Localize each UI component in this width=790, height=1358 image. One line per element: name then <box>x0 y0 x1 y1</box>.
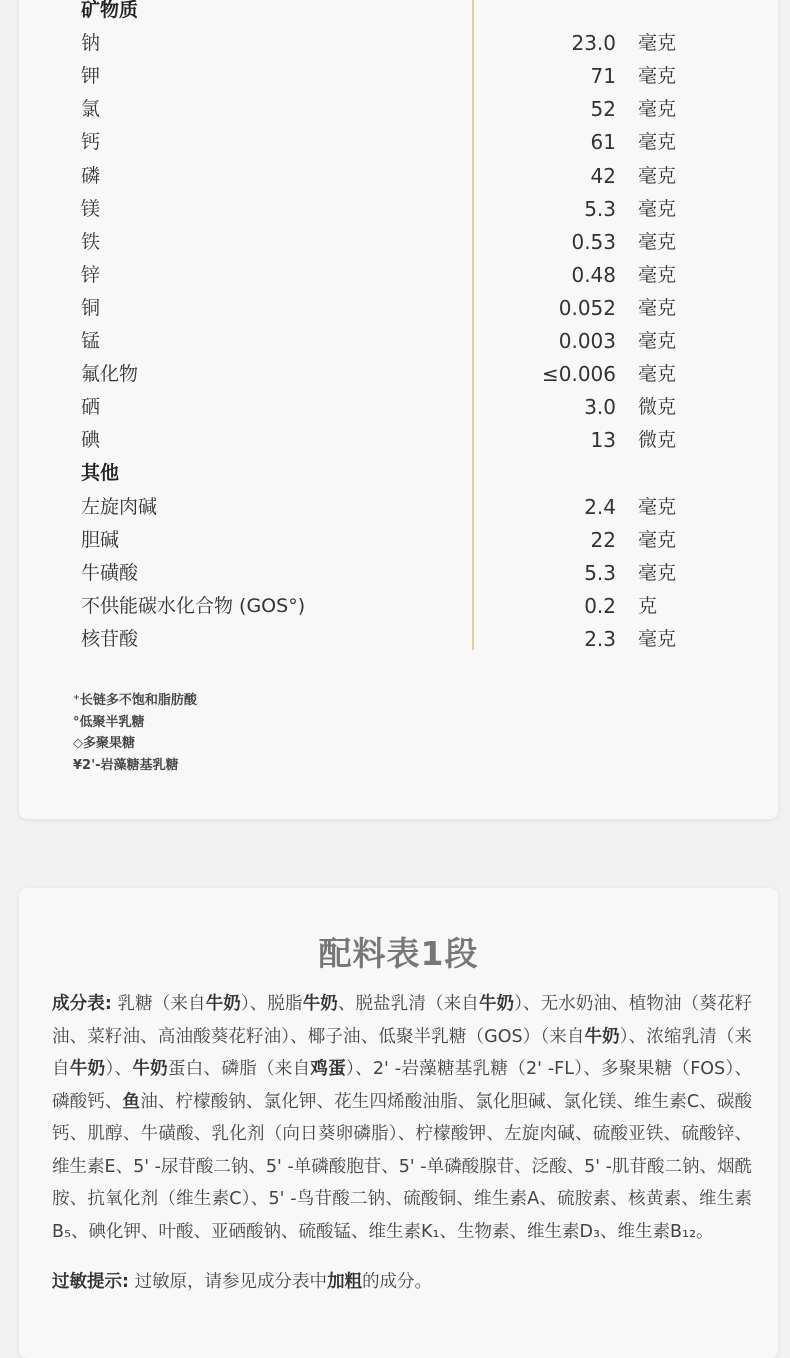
bold-segment: 牛奶 <box>205 994 241 1014</box>
footnote: ¥2'-岩藻糖基乳糖 <box>73 757 179 773</box>
footnotes <box>73 690 197 776</box>
nutrient-name: 牛磺酸 <box>81 561 139 584</box>
nutrient-name: 铜 <box>81 296 101 319</box>
text-segment: 、脱盐乳清（来自 <box>337 994 479 1014</box>
nutrient-unit: 克 <box>638 594 658 617</box>
allergy-notice <box>52 1266 752 1298</box>
section-heading-row <box>19 0 778 27</box>
nutrient-row <box>19 424 778 457</box>
nutrient-unit: 毫克 <box>638 330 677 352</box>
bold-segment: 牛奶 <box>302 994 338 1014</box>
nutrient-value: 2.4 <box>584 494 616 519</box>
nutrient-row <box>19 27 778 60</box>
nutrient-name: 氯 <box>81 98 101 121</box>
text-segment: 乳糖（来自 <box>111 994 206 1014</box>
bold-segment: 加粗 <box>327 1272 363 1292</box>
nutrient-row <box>19 524 778 557</box>
nutrient-row <box>19 557 778 590</box>
nutrient-name: 锰 <box>81 330 101 352</box>
nutrient-unit: 毫克 <box>638 131 677 154</box>
footnote: ◇多聚果糖 <box>73 736 135 751</box>
nutrient-unit: 毫克 <box>638 197 677 220</box>
nutrient-value: 13 <box>590 428 616 453</box>
nutrient-unit: 毫克 <box>638 98 677 121</box>
nutrient-unit: 毫克 <box>638 263 677 286</box>
nutrient-row <box>19 160 778 193</box>
footnote: ⁺长链多不饱和脂肪酸 <box>73 693 197 708</box>
nutrient-value: 0.003 <box>558 329 616 353</box>
nutrient-unit: 毫克 <box>638 627 677 650</box>
nutrient-name: 氟化物 <box>81 363 139 386</box>
nutrient-unit: 毫克 <box>638 495 677 518</box>
nutrient-value: 71 <box>590 64 616 89</box>
text-segment: ）、脱脂 <box>240 994 303 1014</box>
nutrient-name: 磷 <box>81 164 101 187</box>
nutrient-value: 42 <box>590 163 616 188</box>
nutrient-value: 5.3 <box>584 560 616 585</box>
nutrient-value: 3.0 <box>584 395 616 420</box>
nutrient-value: 0.052 <box>558 295 616 320</box>
nutrient-name: 胆碱 <box>81 528 120 551</box>
nutrient-row <box>19 126 778 159</box>
nutrient-row <box>19 193 778 226</box>
section-heading: 矿物质 <box>81 0 139 21</box>
nutrient-unit: 毫克 <box>638 528 677 551</box>
nutrient-value: 0.48 <box>571 262 616 287</box>
nutrient-row <box>19 325 778 358</box>
footnote: °低聚半乳糖 <box>73 714 145 730</box>
nutrient-row <box>19 491 778 524</box>
text-segment: ）、 <box>105 1059 133 1079</box>
nutrient-value: 61 <box>590 130 616 155</box>
nutrient-unit: 毫克 <box>638 164 677 187</box>
nutrient-row <box>19 623 778 656</box>
bold-segment: 过敏提示: <box>52 1272 129 1292</box>
nutrient-value: 5.3 <box>584 196 616 221</box>
ingredients-title: 配料表1段 <box>318 934 479 973</box>
nutrient-name: 镁 <box>81 197 101 220</box>
nutrient-value: 22 <box>590 527 616 552</box>
nutrient-row <box>19 358 778 391</box>
nutrient-name: 碘 <box>81 429 101 452</box>
nutrient-value: 0.53 <box>571 229 616 254</box>
nutrient-value: ≤0.006 <box>541 362 616 387</box>
nutrient-name: 钙 <box>81 131 101 154</box>
bold-segment: 牛奶 <box>584 1026 620 1047</box>
nutrient-unit: 微克 <box>638 429 677 452</box>
ingredients-card <box>19 888 778 1358</box>
nutrient-row <box>19 226 778 259</box>
bold-segment: 成分表: <box>52 994 112 1014</box>
text-segment: ）、无水奶油、植物油（葵花籽油、菜籽油、高油酸葵花籽油）、椰子油、低聚半乳糖（GOS）（来自 <box>52 994 753 1047</box>
nutrient-name: 硒 <box>81 396 101 419</box>
nutrient-unit: 毫克 <box>638 65 677 88</box>
bold-segment: 牛奶 <box>132 1059 168 1079</box>
bold-segment: 鸡蛋 <box>310 1059 347 1079</box>
nutrient-name: 锌 <box>81 263 101 286</box>
nutrient-name: 钠 <box>81 32 101 55</box>
nutrient-value: 23.0 <box>571 31 616 56</box>
nutrient-unit: 毫克 <box>638 363 677 386</box>
nutrient-value: 0.2 <box>584 593 616 618</box>
text-segment: 过敏原，请参见成分表中 <box>129 1272 328 1292</box>
nutrient-row <box>19 259 778 292</box>
text-segment: 蛋白、磷脂（来自 <box>167 1059 311 1079</box>
ingredients-text <box>52 988 752 1248</box>
text-segment: 的成分。 <box>362 1272 433 1292</box>
nutrient-row <box>19 590 778 623</box>
nutrient-unit: 毫克 <box>638 561 677 584</box>
nutrient-value: 2.3 <box>584 626 616 651</box>
nutrient-name: 铁 <box>81 230 101 253</box>
nutrient-unit: 毫克 <box>638 230 677 253</box>
bold-segment: 牛奶 <box>69 1059 106 1079</box>
nutrient-name: 左旋肉碱 <box>81 495 158 518</box>
section-heading-row <box>19 457 778 490</box>
nutrient-row <box>19 93 778 126</box>
nutrient-unit: 微克 <box>638 396 677 419</box>
nutrition-table-card <box>19 0 778 819</box>
bold-segment: 鱼 <box>122 1091 141 1112</box>
nutrient-row <box>19 60 778 93</box>
nutrient-row <box>19 391 778 424</box>
nutrient-name: 核苷酸 <box>81 627 139 650</box>
nutrient-row <box>19 292 778 325</box>
nutrient-value: 52 <box>590 97 616 122</box>
nutrient-unit: 毫克 <box>638 32 677 55</box>
nutrient-name: 不供能碳水化合物 (GOS°) <box>81 594 306 617</box>
bold-segment: 牛奶 <box>478 994 515 1014</box>
text-segment: ）、浓缩乳清（来自 <box>52 1026 752 1079</box>
section-heading: 其他 <box>81 462 120 485</box>
text-segment: 油、柠檬酸钠、氯化钾、花生四烯酸油脂、氯化胆碱、氯化镁、维生素C、碳酸钙、肌醇、牛磺酸、乳化剂（向日葵卵磷脂）、柠檬酸钾、左旋肉碱、硫酸亚铁、硫酸锌、维生素E、5' -尿苷酸二钠、5' -单磷酸胞苷、5' -单磷酸腺苷、泛酸、5' -肌苷酸二钠、烟酰胺、抗氧化剂（维生素C）、5' -鸟苷酸二钠、硫酸铜、维生素A、硫胺素、核黄素、维生素B₅、碘化钾、叶酸、亚硒酸钠、硫酸锰、维生素K₁、生物素、维生素D₃、维生素B₁₂。 <box>52 1091 753 1242</box>
nutrient-name: 钾 <box>81 65 101 88</box>
text-segment: ）、2' -岩藻糖基乳糖（2' -FL）、多聚果糖（FOS）、磷酸钙、 <box>52 1059 753 1112</box>
nutrient-unit: 毫克 <box>638 296 677 319</box>
